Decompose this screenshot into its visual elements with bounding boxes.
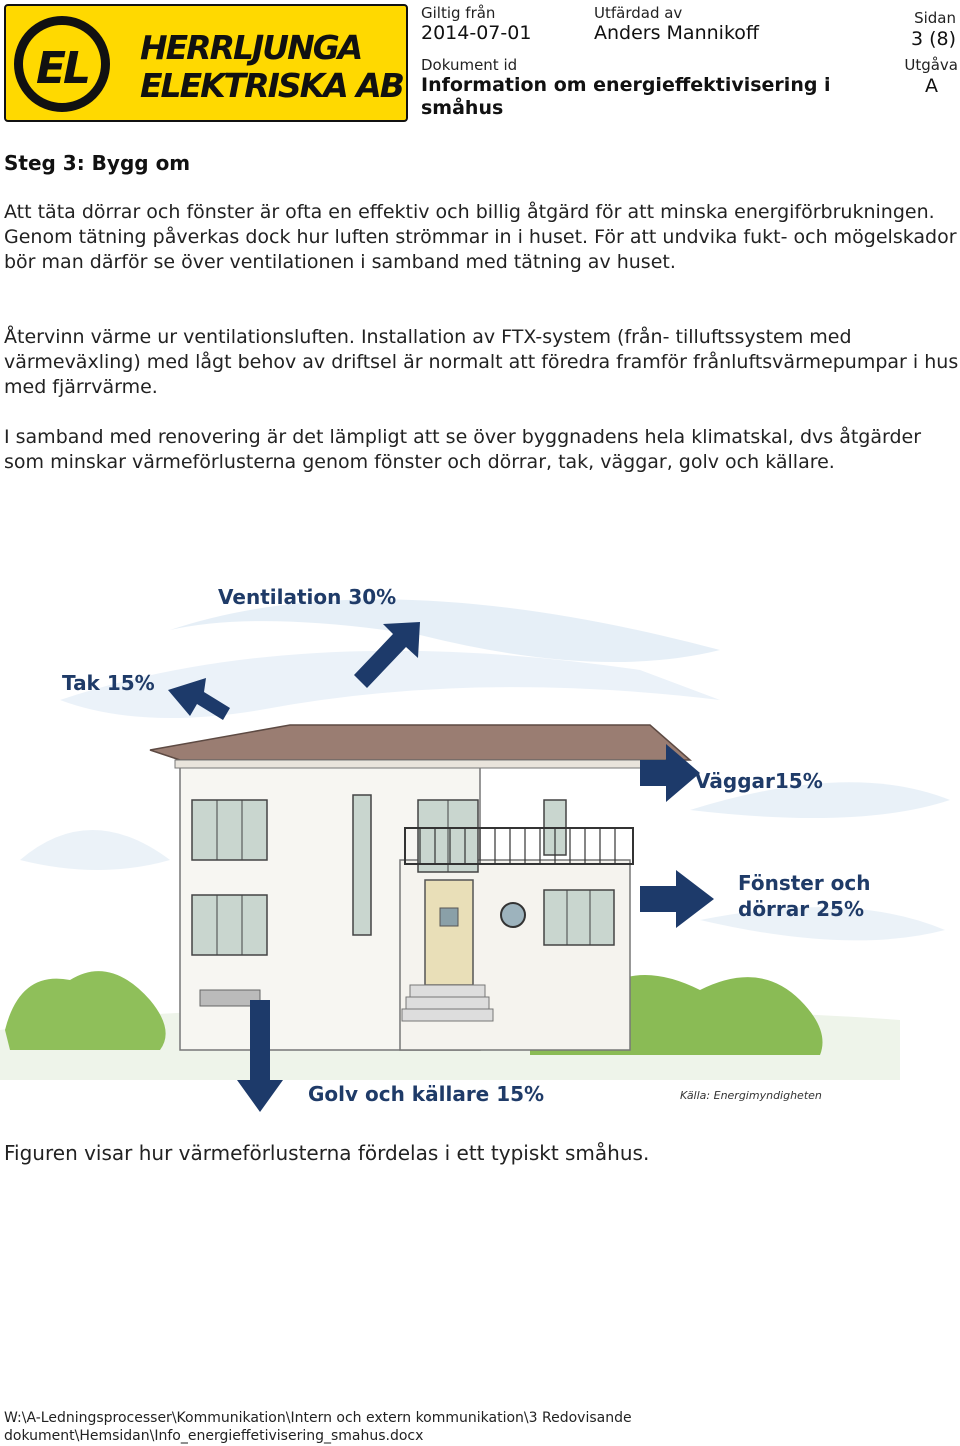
label-floor: Golv och källare 15% (308, 1082, 545, 1106)
paragraph-sealing: Att täta dörrar och fönster är ofta en effektiv och billig åtgärd för att minska energiförbrukningen. Genom tätning påverkas dock hur luften strömmar in i huset. För att undvika fukt- och mögelskador bör man därför se över ventilationen i samband med tätning av huset. (4, 201, 957, 273)
doc-id-label: Dokument id (421, 56, 518, 74)
issued-by-label: Utfärdad av (594, 4, 683, 22)
company-logo (4, 4, 408, 122)
paragraph-renovation: I samband med renovering är det lämpligt att se över byggnadens hela klimatskal, dvs åtgärder som minskar värmeförlusterna genom fönster och dörrar, tak, väggar, golv och källare. (4, 426, 922, 473)
heat-loss-illustration (0, 560, 960, 1120)
valid-from-label: Giltig från (421, 4, 496, 22)
logo-name-line2: ELEKTRISKA AB (140, 66, 403, 105)
label-walls: Väggar15% (695, 769, 823, 793)
logo-mark: EL (35, 43, 89, 94)
figure-caption: Figuren visar hur värmeförlusterna fördelas i ett typiskt småhus. (4, 1141, 650, 1165)
label-windows-line1: Fönster och (738, 871, 871, 895)
label-source: Källa: Energimyndigheten (680, 1089, 822, 1102)
logo-circle (14, 16, 110, 112)
valid-from-value: 2014-07-01 (421, 22, 532, 44)
page-label: Sidan (914, 9, 956, 27)
label-windows-line2: dörrar 25% (738, 897, 864, 921)
section-heading: Steg 3: Bygg om (4, 151, 191, 175)
page-number: 3 (8) (910, 28, 956, 50)
file-path-line1: W:\A-Ledningsprocesser\Kommunikation\Intern och extern kommunikation\3 Redovisande (4, 1410, 632, 1426)
file-path-footer (4, 1409, 904, 1445)
edition-label: Utgåva (904, 56, 958, 74)
label-roof: Tak 15% (62, 671, 155, 695)
logo-name-line1: HERRLJUNGA (140, 28, 362, 67)
edition-value: A (925, 75, 938, 97)
doc-title: Information om energieffektivisering i småhus (421, 74, 831, 119)
file-path-line2: dokument\Hemsidan\Info_energieffetivisering_smahus.docx (4, 1428, 424, 1444)
issued-by-value: Anders Mannikoff (594, 22, 759, 44)
paragraph-ventilation: Återvinn värme ur ventilationsluften. Installation av FTX-system (från- tilluftssystem med värmeväxling) med lågt behov av driftsel är normalt att föredra framför frånluftsvärmepumpar i hus med fjärrvärme. (4, 326, 959, 398)
label-ventilation: Ventilation 30% (218, 585, 397, 609)
